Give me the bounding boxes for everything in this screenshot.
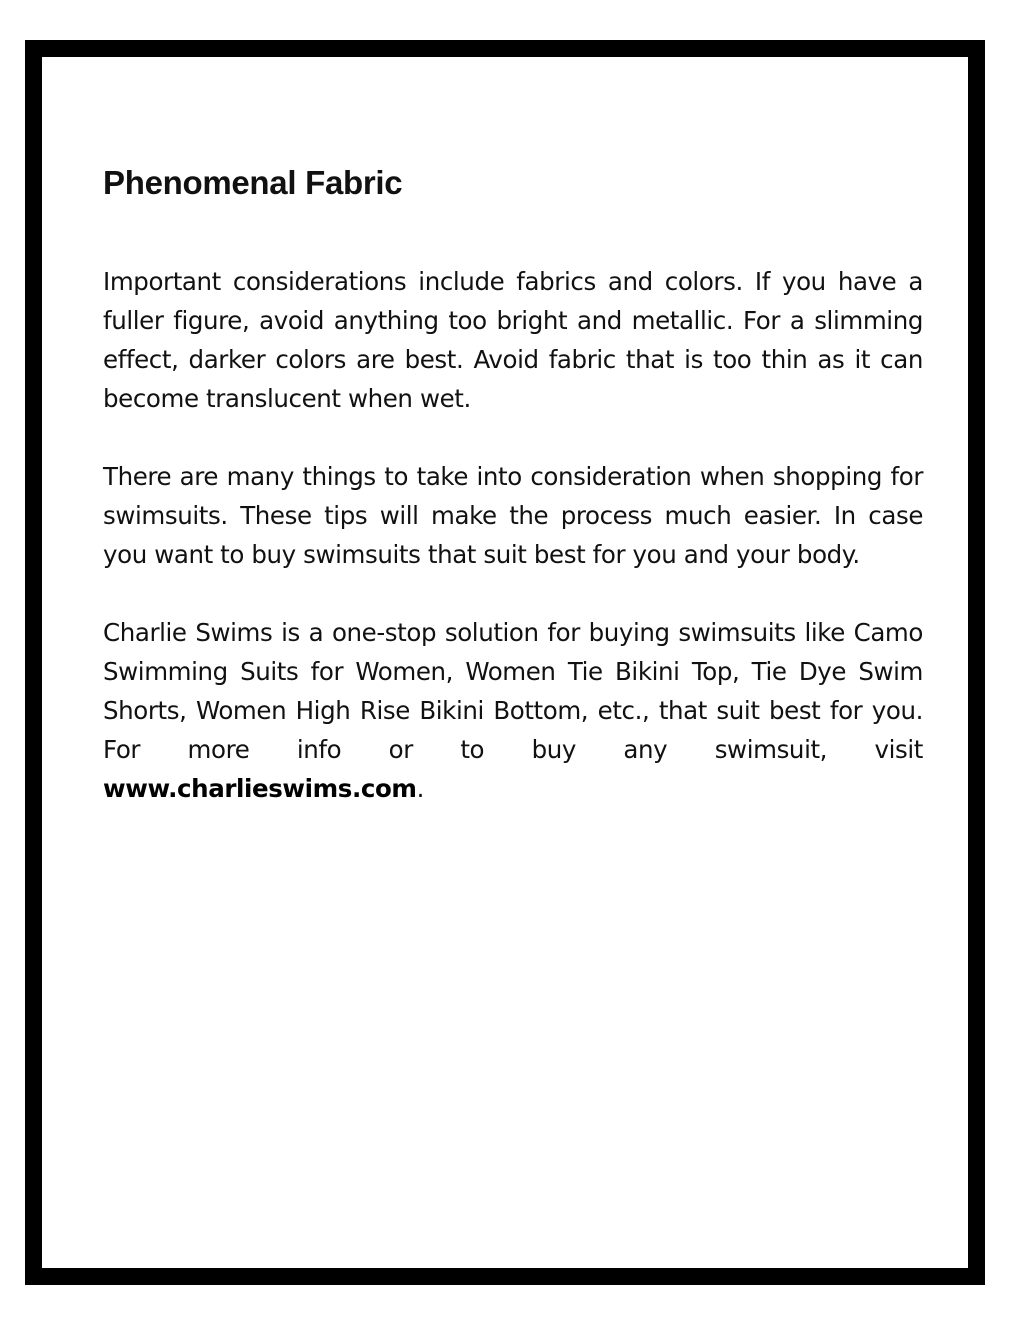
paragraph-closing bbox=[103, 613, 923, 808]
closing-text: Charlie Swims is a one-stop solution for buying swimsuits like Camo Swimming Suits for Women, Women Tie Bikini Top, Tie Dye Swim Shorts, Women High Rise Bikini Bottom, etc., that suit best for you. For more info or to buy any swimsuit, visit bbox=[103, 618, 923, 764]
paragraph-fabrics-colors: Important considerations include fabrics and colors. If you have a fuller figure, avoid anything too bright and metallic. For a slimming effect, darker colors are best. Avoid fabric that is too thin as it can become translucent when wet. bbox=[103, 267, 923, 413]
page-title: Phenomenal Fabric bbox=[103, 164, 403, 201]
closing-period: . bbox=[416, 774, 424, 803]
document-body bbox=[103, 160, 923, 847]
paragraph-shopping-tips: There are many things to take into consideration when shopping for swimsuits. These tips will make the process much easier. In case you want to buy swimsuits that suit best for you and your body. bbox=[103, 462, 923, 569]
website-link[interactable]: www.charlieswims.com bbox=[103, 774, 417, 803]
